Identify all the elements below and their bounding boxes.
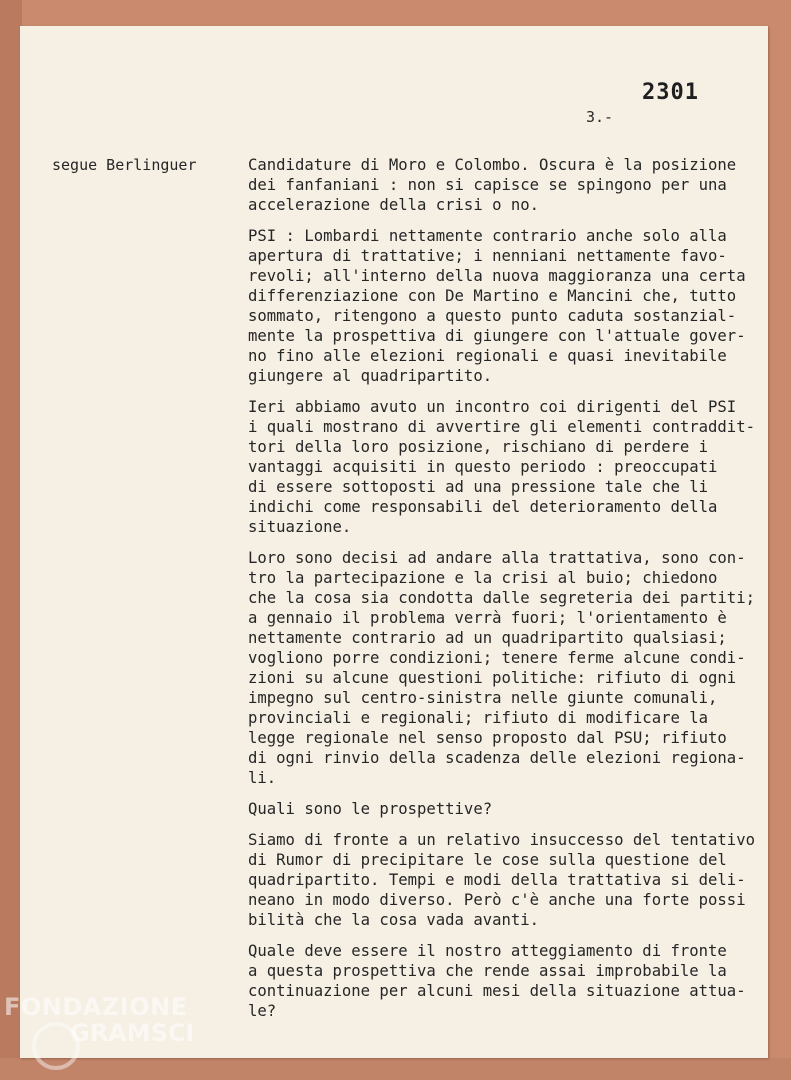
text-line: di essere sottoposti ad una pressione tale che li [248, 478, 709, 496]
text-line: giungere al quadripartito. [248, 367, 493, 385]
text-line: Loro sono decisi ad andare alla trattativa, sono con- [248, 549, 746, 567]
text-line: legge regionale nel senso proposto dal PSU; rifiuto [248, 729, 727, 747]
document-body [248, 155, 763, 1032]
scan-bottom-edge [0, 1058, 791, 1080]
text-line: Quali sono le prospettive? [248, 800, 493, 818]
text-line: Ieri abbiamo avuto un incontro coi dirigenti del PSI [248, 398, 737, 416]
section-label: segue Berlinguer [52, 156, 197, 174]
text-line: indichi come responsabili del deterioramento della [248, 498, 718, 516]
text-line: tori della loro posizione, rischiano di perdere i [248, 438, 709, 456]
text-line: revoli; all'interno della nuova maggioranza una certa [248, 267, 746, 285]
scan-left-edge [0, 0, 22, 1080]
text-line: di ogni rinvio della scadenza delle elezioni regiona- [248, 749, 746, 767]
text-line: vogliono porre condizioni; tenere ferme alcune condi- [248, 649, 746, 667]
text-line: Quale deve essere il nostro atteggiamento di fronte [248, 942, 727, 960]
text-line: Siamo di fronte a un relativo insuccesso del tentativo [248, 831, 755, 849]
watermark-line-1: FONDAZIONE [4, 993, 188, 1021]
text-line: neano in modo diverso. Però c'è anche una forte possi [248, 891, 746, 909]
page-number: 2301 [642, 80, 699, 105]
text-line: no fino alle elezioni regionali e quasi inevitabile [248, 347, 727, 365]
paragraph-5 [248, 799, 763, 819]
text-line: i quali mostrano di avvertire gli elementi contraddit- [248, 418, 755, 436]
text-line: differenziazione con De Martino e Mancini che, tutto [248, 287, 737, 305]
sub-page-number: 3.- [586, 108, 614, 126]
watermark [4, 994, 194, 1046]
text-line: a questa prospettiva che rende assai improbabile la [248, 962, 727, 980]
text-line: quadripartito. Tempi e modi della trattativa si deli- [248, 871, 746, 889]
text-line: situazione. [248, 518, 352, 536]
text-line: provinciali e regionali; rifiuto di modificare la [248, 709, 709, 727]
text-line: apertura di trattative; i nenniani nettamente favo- [248, 247, 727, 265]
paragraph-3 [248, 397, 763, 537]
text-line: vantaggi acquisiti in questo periodo : preoccupati [248, 458, 718, 476]
text-line: PSI : Lombardi nettamente contrario anche solo alla [248, 227, 727, 245]
text-line: accelerazione della crisi o no. [248, 196, 540, 214]
text-line: a gennaio il problema verrà fuori; l'orientamento è [248, 609, 727, 627]
text-line: che la cosa sia condotta dalle segreteria dei partiti; [248, 589, 755, 607]
paragraph-1 [248, 155, 763, 215]
text-line: di Rumor di precipitare le cose sulla questione del [248, 851, 727, 869]
text-line: bilità che la cosa vada avanti. [248, 911, 540, 929]
text-line: dei fanfaniani : non si capisce se spingono per una [248, 176, 727, 194]
paragraph-4 [248, 548, 763, 788]
watermark-line-2: GRAMSCI [70, 1019, 195, 1047]
text-line: zioni su alcune questioni politiche: rifiuto di ogni [248, 669, 737, 687]
paragraph-2 [248, 226, 763, 386]
text-line: mente la prospettiva di giungere con l'attuale gover- [248, 327, 746, 345]
text-line: continuazione per alcuni mesi della situazione attua- [248, 982, 746, 1000]
text-line: sommato, ritengono a questo punto caduta sostanzial- [248, 307, 737, 325]
text-line: impegno sul centro-sinistra nelle giunte comunali, [248, 689, 718, 707]
paragraph-7 [248, 941, 763, 1021]
text-line: nettamente contrario ad un quadripartito qualsiasi; [248, 629, 727, 647]
paragraph-6 [248, 830, 763, 930]
text-line: le? [248, 1002, 277, 1020]
text-line: Candidature di Moro e Colombo. Oscura è la posizione [248, 156, 737, 174]
text-line: li. [248, 769, 277, 787]
text-line: tro la partecipazione e la crisi al buio; chiedono [248, 569, 718, 587]
